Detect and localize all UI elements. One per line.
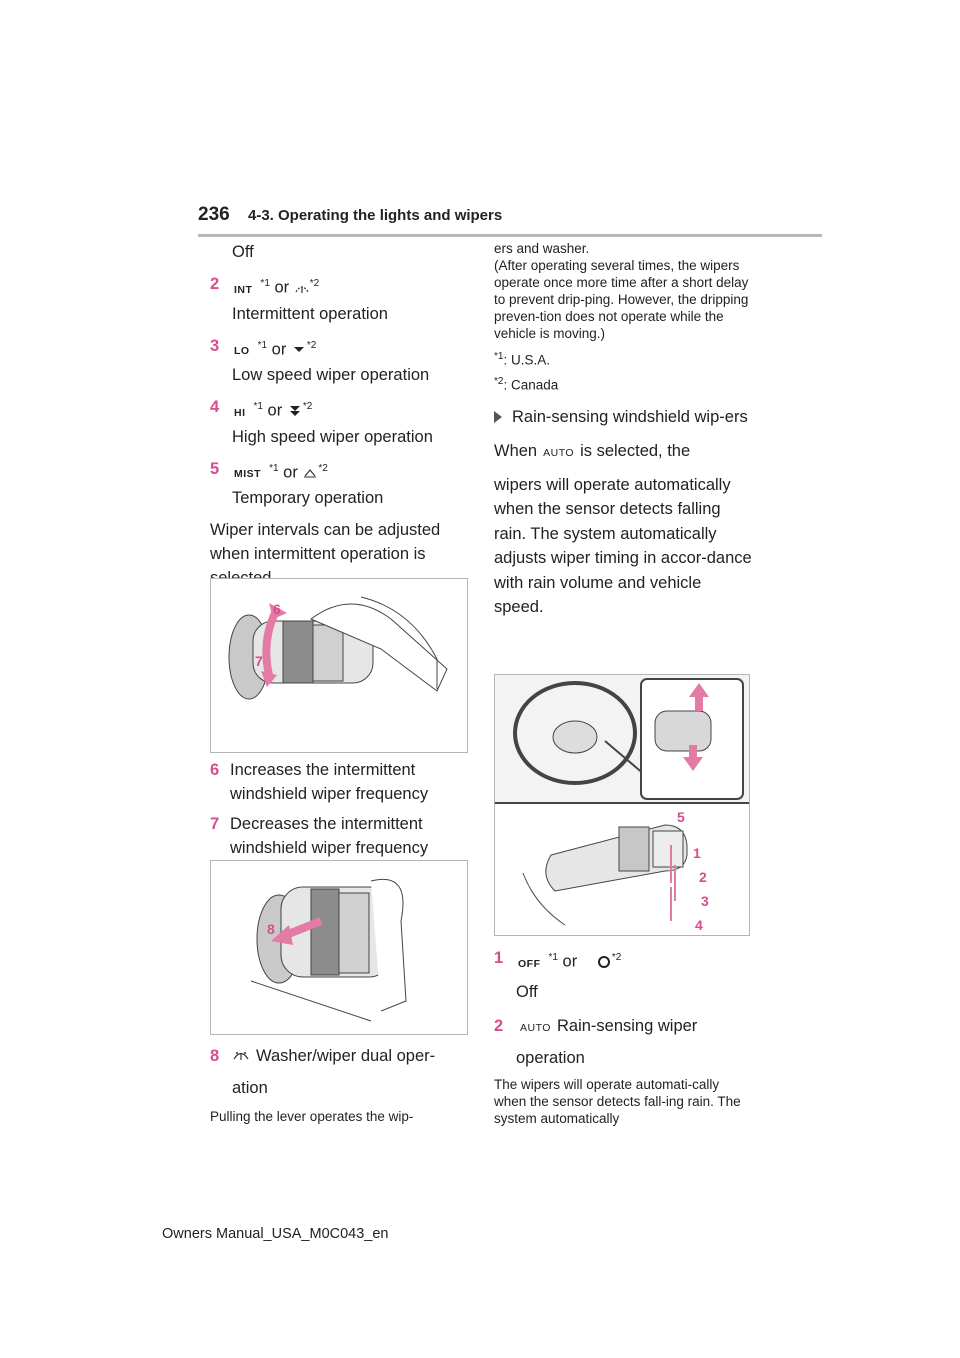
auto-code-2: AUTO <box>520 1021 551 1034</box>
high-speed-icon <box>287 404 303 418</box>
washer-lever-illustration <box>211 861 467 1034</box>
rain-item-2: 2 AUTO Rain-sensing wiper <box>494 1014 752 1040</box>
note-continued: ers and washer. <box>494 241 590 256</box>
off-text: Off <box>232 243 254 261</box>
wiper-item-5: 5 MIST $^{*1}$ or $^{*2}$ Temporary operation <box>210 459 384 507</box>
callout-7: 7 <box>255 653 263 669</box>
int-code: INT <box>234 283 253 296</box>
figure-wiper-interval <box>210 578 468 753</box>
footnote-1: $^{*1}$: U.S.A. <box>494 351 550 368</box>
auto-code: AUTO <box>543 447 575 459</box>
rain-item-1: 1 OFF $^{*1}$ or $^{*2}$ <box>494 946 752 976</box>
figure-rain-sensing <box>494 674 750 936</box>
item-number: 2 <box>210 275 220 293</box>
lo-code: LO <box>234 345 250 357</box>
callout-4: 4 <box>695 917 703 933</box>
callout-5: 5 <box>677 809 685 825</box>
wiper-lever-illustration <box>211 579 467 752</box>
item-6: 6 Increases the intermittent windshield wiper frequency <box>210 761 429 803</box>
rain-sensing-subhead: Rain-sensing windshield wip-ers <box>494 405 752 429</box>
rain-sensing-when: When AUTO is selected, the <box>494 439 752 465</box>
mist-icon <box>302 465 318 479</box>
wiper-item-3: 3 LO $^{*1}$ or $^{*2}$ Low speed wiper operation <box>210 336 430 384</box>
mist-code: MIST <box>234 468 262 480</box>
callout-2: 2 <box>699 869 707 885</box>
footer: Owners Manual_USA_M0C043_en <box>162 1226 389 1242</box>
left-column <box>210 240 470 590</box>
off-code: OFF <box>518 957 541 970</box>
rain-note: The wipers will operate automati-cally when the sensor detects fall-ing rain. The system automatically <box>494 1076 741 1126</box>
wiper-item-2: 2 INT $^{*1}$ or $^{*2}$ Intermittent operation <box>210 272 470 326</box>
item-8: 8 Washer/wiper dual oper- ation Pulling the lever operates the wip- <box>210 1044 470 1125</box>
wiper-item-4: 4 HI $^{*1}$ or $^{*2}$ High speed wiper operation <box>210 398 433 446</box>
items-6-7 <box>210 758 470 860</box>
figure-washer-pull <box>210 860 468 1035</box>
item-7: 7 Decreases the intermittent windshield wiper frequency <box>210 815 429 857</box>
page-number: 236 <box>198 204 230 225</box>
bullet-arrow-icon <box>494 411 502 423</box>
interval-paragraph: Wiper intervals can be adjusted when intermittent operation is <box>210 521 441 563</box>
drip-note: (After operating several times, the wipers operate once more time after a short delay to prevent drip-ping. However, the dripping preven-tion does not operate while the vehicle is moving.) <box>494 258 749 341</box>
low-speed-icon <box>291 342 307 356</box>
callout-6: 6 <box>273 601 281 617</box>
callout-8: 8 <box>267 921 275 937</box>
hi-code: HI <box>234 406 246 419</box>
footnote-2: $^{*2}$: Canada <box>494 375 559 392</box>
callout-1: 1 <box>693 845 701 861</box>
section-title: 4-3. Operating the lights and wipers <box>248 207 503 224</box>
page-header <box>198 200 822 237</box>
right-column <box>494 240 752 619</box>
off-circle-icon <box>596 955 612 969</box>
item-desc: Intermittent operation <box>232 304 388 323</box>
rain-items: 1 OFF $^{*1}$ or $^{*2}$ Off 2 AUTO Rain-sensing wiper operation The wipers will operate automati-cally when the sensor detects fall-ing rain. The system automatically <box>494 946 752 1127</box>
washer-icon <box>232 1047 250 1063</box>
callout-3: 3 <box>701 893 709 909</box>
intermittent-wiper-icon <box>294 281 310 295</box>
pull-note: Pulling the lever operates the wip- <box>210 1109 414 1124</box>
steering-wheel-illustration <box>495 675 749 935</box>
rain-sensing-body: wipers will operate automatically when the sensor detects falling rain. The system automatically adjusts wiper timing in accor-dance with rain volume and vehicle speed. <box>494 476 752 617</box>
